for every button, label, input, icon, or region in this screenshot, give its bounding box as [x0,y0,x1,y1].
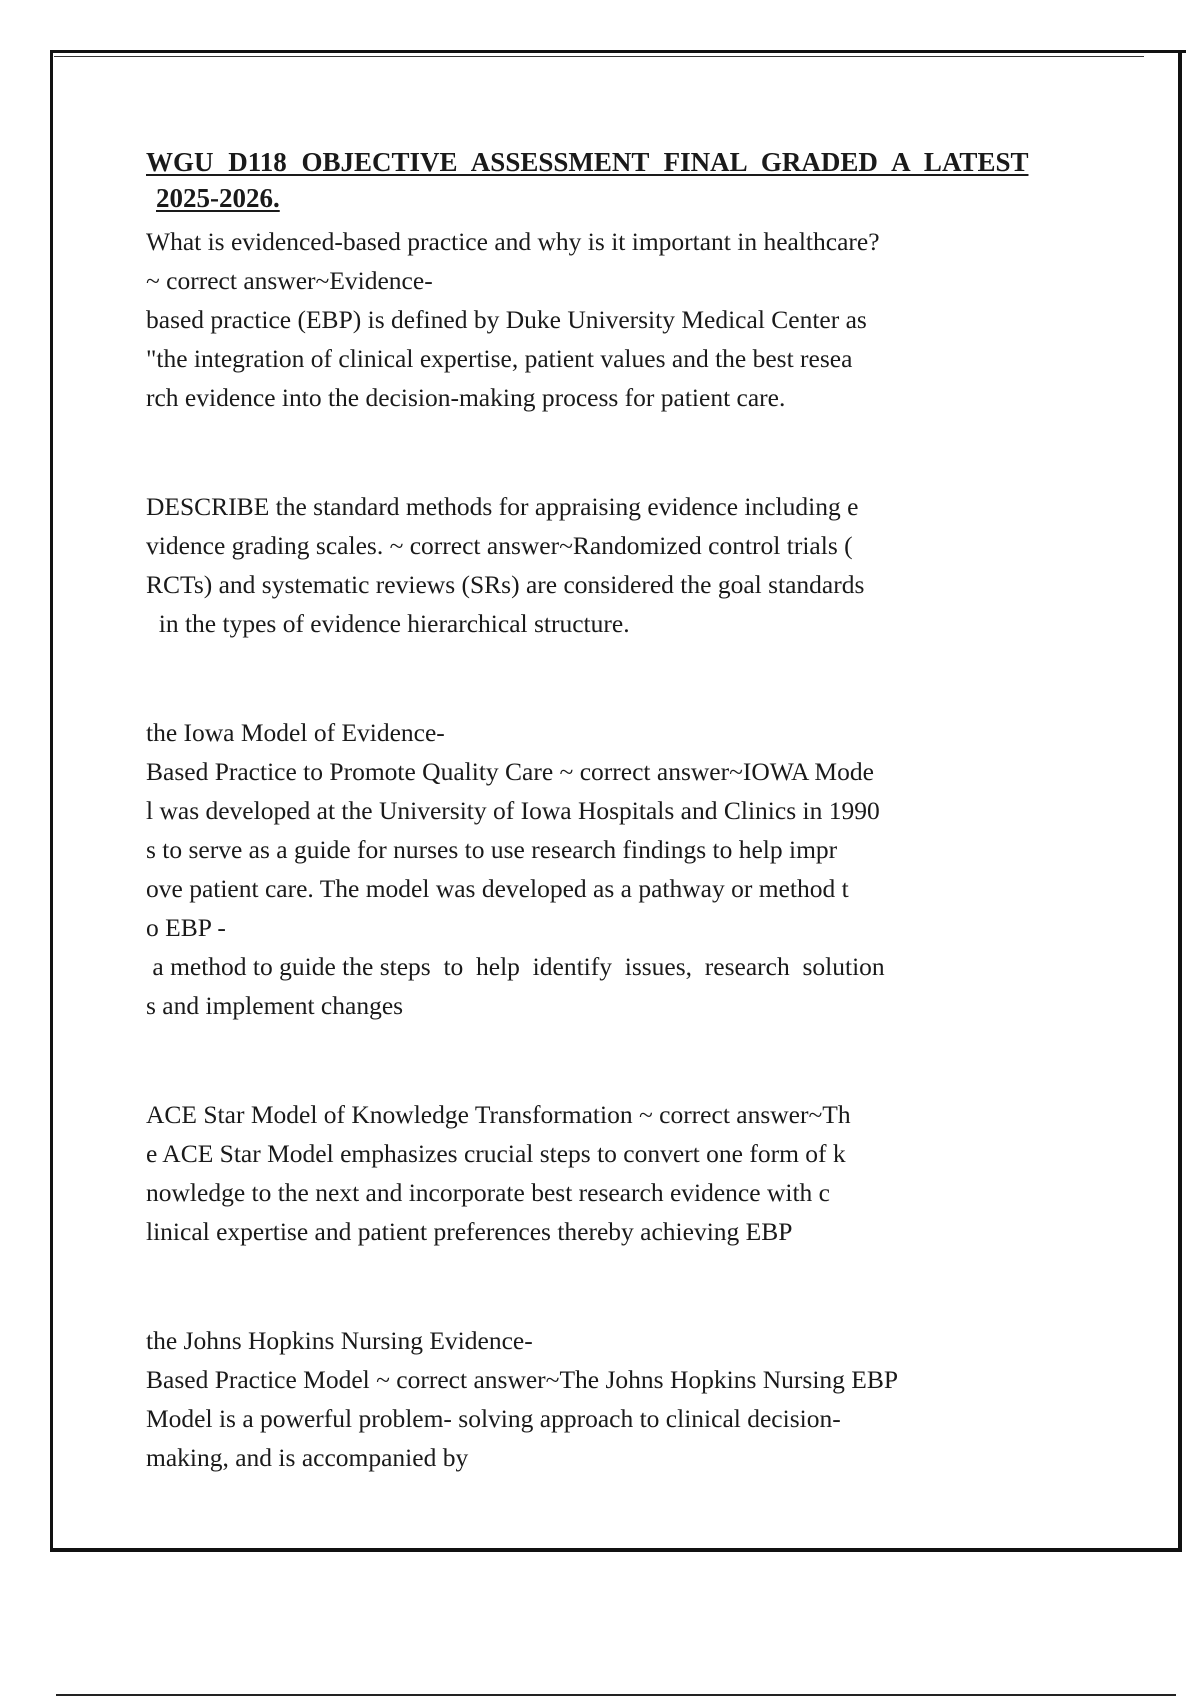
text-line: vidence grading scales. ~ correct answer~Randomized control trials ( [146,531,853,560]
text-line: rch evidence into the decision-making process for patient care. [146,383,786,412]
title-line-1: WGU D118 OBJECTIVE ASSESSMENT FINAL GRADED A LATEST [146,147,1029,177]
footer-rule [56,1694,1176,1696]
text-line: a method to guide the steps to help identify issues, research solution [146,952,885,981]
text-line: o EBP - [146,913,226,942]
text-line: s and implement changes [146,991,404,1020]
text-line: ove patient care. The model was developed as a pathway or method t [146,874,849,903]
text-line: linical expertise and patient preferences thereby achieving EBP [146,1217,793,1246]
qa-entry-appraising-evidence [146,487,1106,643]
qa-entry-iowa-model [146,713,1106,1025]
text-line: Based Practice Model ~ correct answer~The Johns Hopkins Nursing EBP [146,1365,899,1394]
title-line-2: 2025-2026. [156,183,280,213]
text-line: e ACE Star Model emphasizes crucial steps to convert one form of k [146,1139,846,1168]
text-line: Model is a powerful problem- solving approach to clinical decision- [146,1404,841,1433]
document-body [146,144,1106,1477]
text-line: based practice (EBP) is defined by Duke University Medical Center as [146,305,867,334]
text-line: the Johns Hopkins Nursing Evidence- [146,1326,533,1355]
text-line: ACE Star Model of Knowledge Transformation ~ correct answer~Th [146,1100,851,1129]
text-line: "the integration of clinical expertise, patient values and the best resea [146,344,853,373]
text-line: ~ correct answer~Evidence- [146,266,433,295]
qa-entry-ace-star-model [146,1095,1106,1251]
text-line: nowledge to the next and incorporate best research evidence with c [146,1178,830,1207]
text-line: in the types of evidence hierarchical structure. [146,609,630,638]
text-line: Based Practice to Promote Quality Care ~ correct answer~IOWA Mode [146,757,874,786]
qa-entry-ebp [146,222,1106,417]
text-line: the Iowa Model of Evidence- [146,718,445,747]
document-title [146,144,1106,216]
text-line: making, and is accompanied by [146,1443,469,1472]
text-line: l was developed at the University of Iowa Hospitals and Clinics in 1990 [146,796,880,825]
text-line: What is evidenced-based practice and why is it important in healthcare? [146,227,880,256]
text-line: s to serve as a guide for nurses to use research findings to help impr [146,835,838,864]
qa-entry-johns-hopkins-model [146,1321,1106,1477]
text-line: DESCRIBE the standard methods for appraising evidence including e [146,492,859,521]
text-line: RCTs) and systematic reviews (SRs) are considered the goal standards [146,570,865,599]
